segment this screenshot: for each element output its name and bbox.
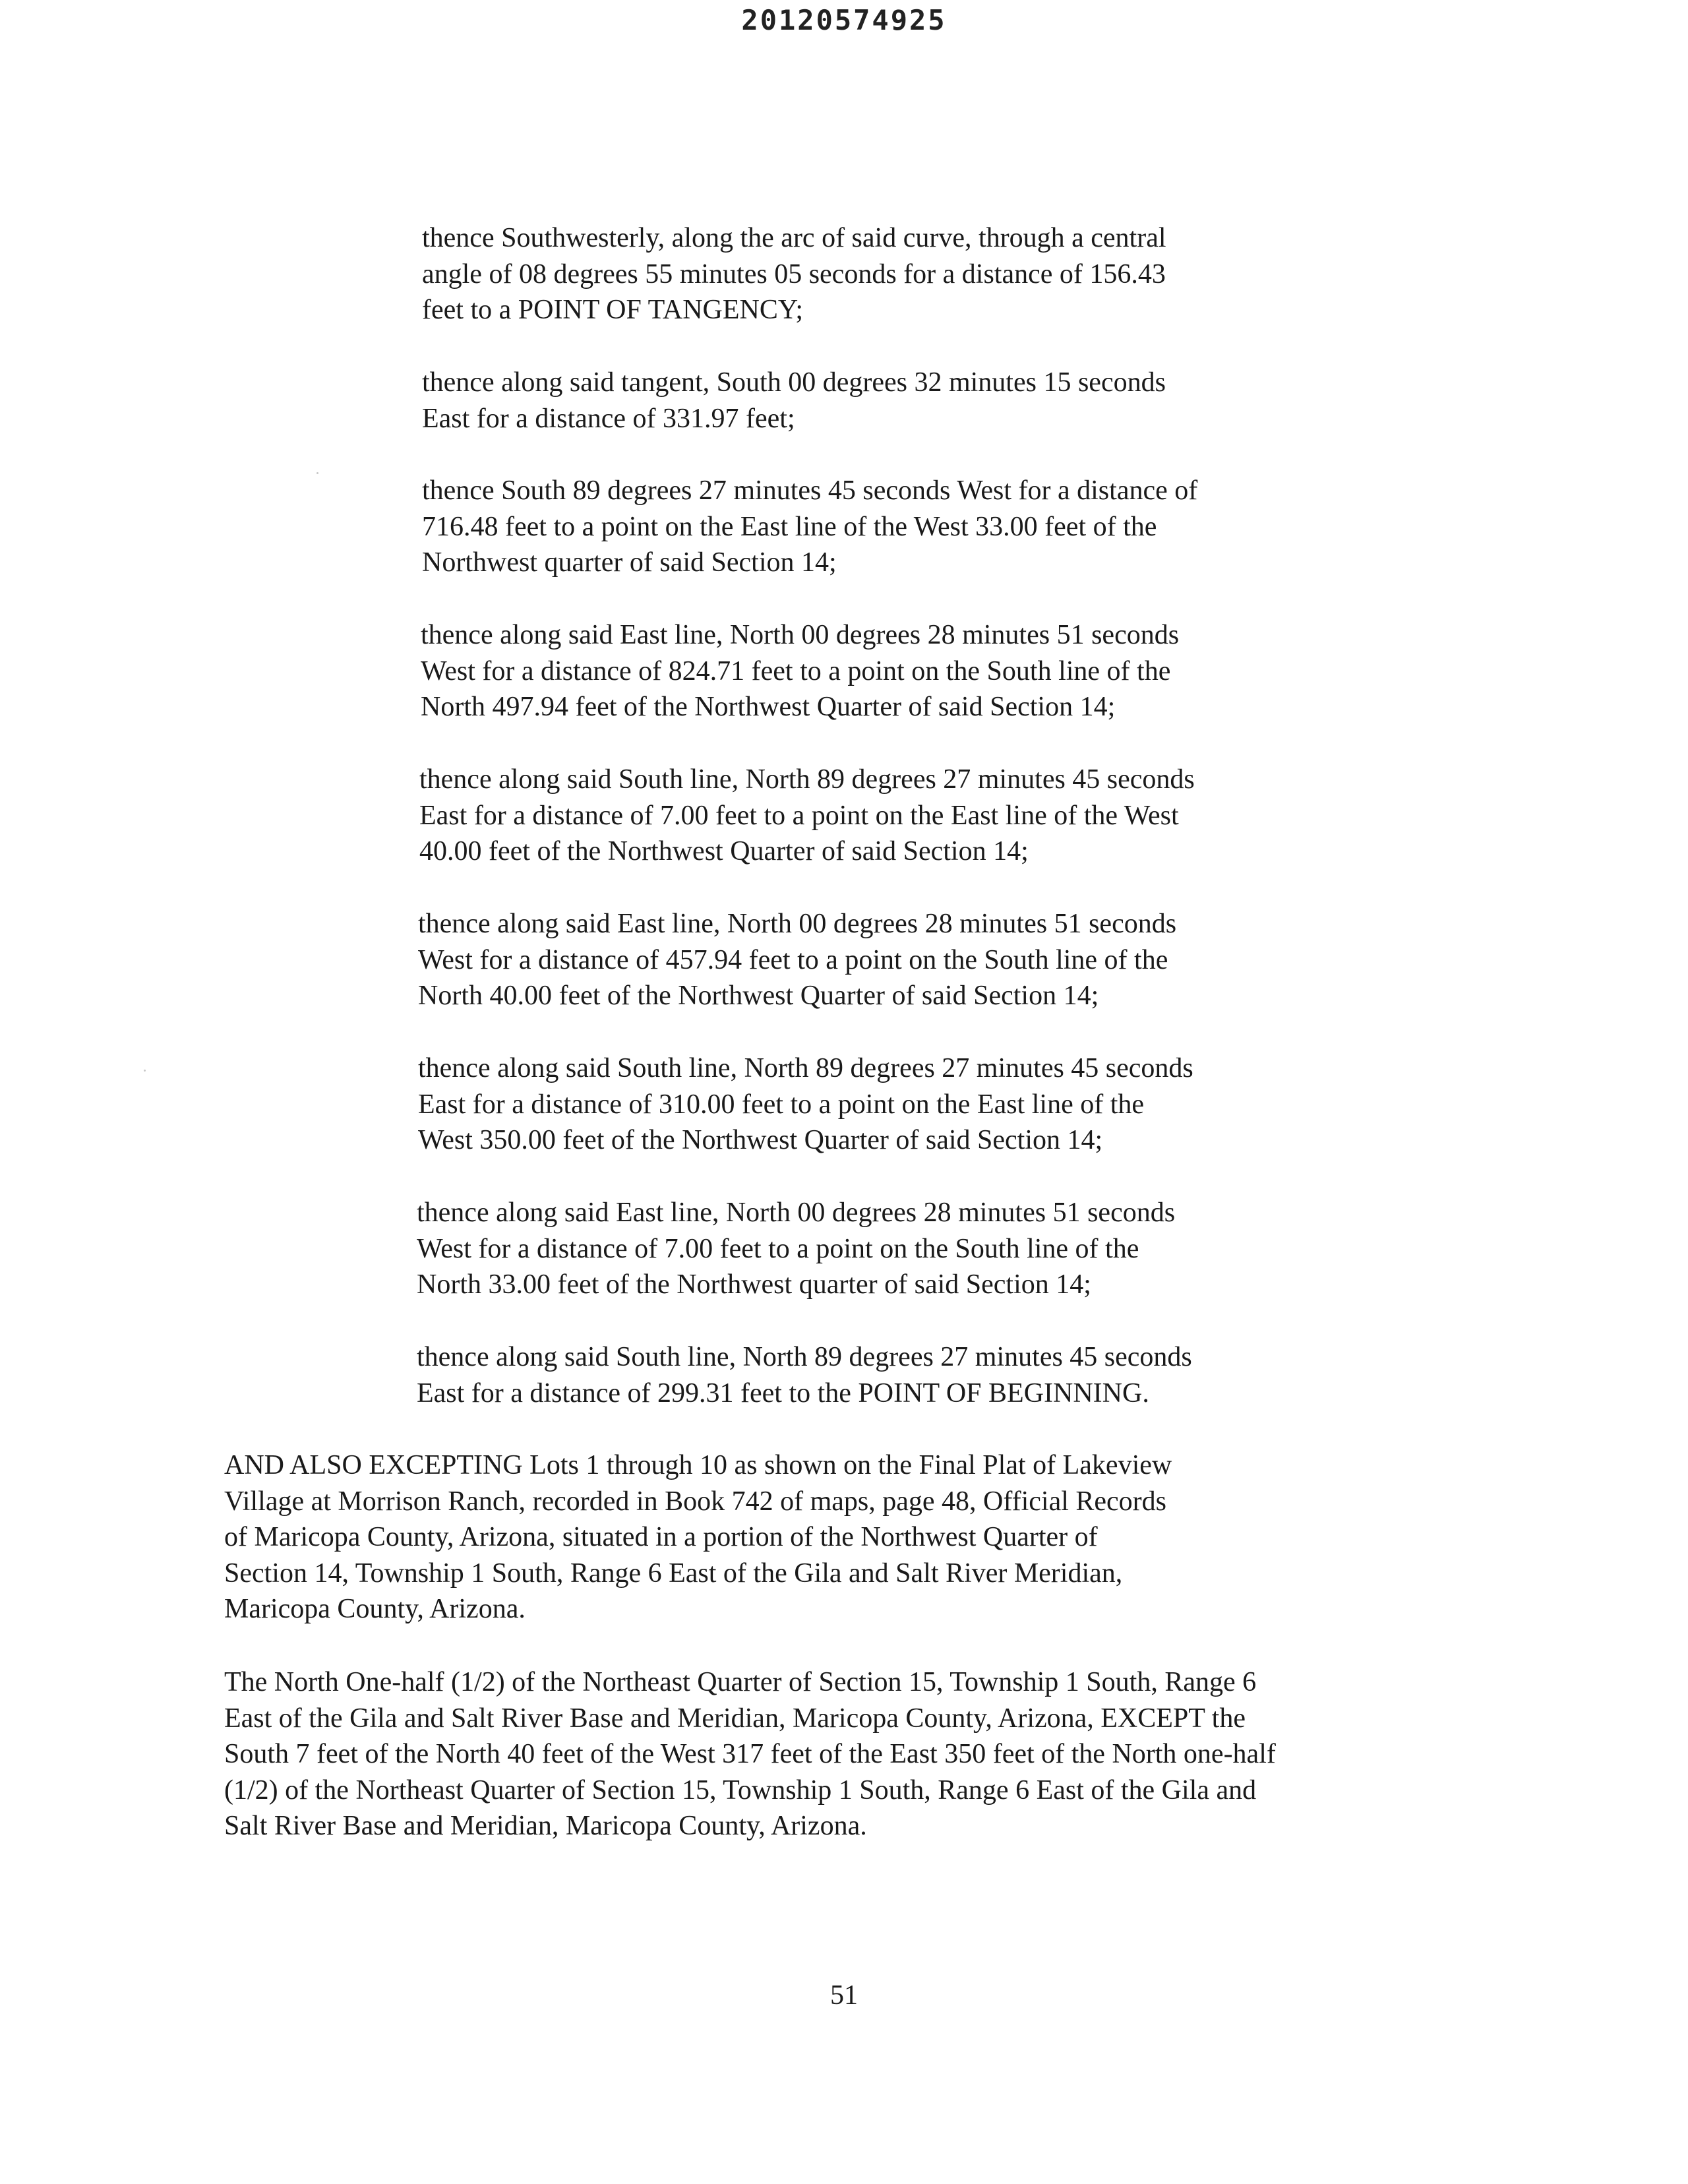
course-paragraph: thence along said South line, North 89 degrees 27 minutes 45 seconds East for a distance of 310.00 feet to a point on the East line of the West 350.00 feet of the Northwest Quarter of said Section 14; xyxy=(418,1053,1193,1155)
scan-speck xyxy=(316,472,318,474)
exception-paragraph: AND ALSO EXCEPTING Lots 1 through 10 as shown on the Final Plat of Lakeview Village at Morrison Ranch, recorded in Book 742 of maps, page 48, Official Records of Maricopa County, Arizona, situated in a portion of the Northwest Quarter of Section 14, Township 1 South, Range 6 East of the Gila and Salt River Meridian, Maricopa County, Arizona. xyxy=(224,1450,1172,1624)
course-paragraph: thence along said East line, North 00 degrees 28 minutes 51 seconds West for a distance of 824.71 feet to a point on the South line of the North 497.94 feet of the Northwest Quarter of said Section 14; xyxy=(421,620,1180,722)
course-paragraph: thence along said East line, North 00 degrees 28 minutes 51 seconds West for a distance of 457.94 feet to a point on the South line of the North 40.00 feet of the Northwest Quarter of said Section 14; xyxy=(418,909,1177,1011)
parcel-description-paragraph: The North One-half (1/2) of the Northeast Quarter of Section 15, Township 1 South, Range 6 East of the Gila and Salt River Base and Meridian, Maricopa County, Arizona, EXCEPT the South 7 feet of the North 40 feet of the West 317 feet of the East 350 feet of the North one-half (1/2) of the Northeast Quarter of Section 15, Township 1 South, Range 6 East of the Gila and Salt River Base and Meridian, Maricopa County, Arizona. xyxy=(224,1667,1276,1841)
course-paragraph: thence along said tangent, South 00 degrees 32 minutes 15 seconds East for a distance of 331.97 feet; xyxy=(422,367,1166,434)
course-paragraph: thence along said South line, North 89 degrees 27 minutes 45 seconds East for a distance of 7.00 feet to a point on the East line of the West 40.00 feet of the Northwest Quarter of said Section 14; xyxy=(419,764,1195,866)
recording-number: 20120574925 xyxy=(741,4,947,36)
scan-speck xyxy=(144,1070,146,1072)
page-number: 51 xyxy=(830,1980,858,2011)
course-paragraph: thence along said East line, North 00 degrees 28 minutes 51 seconds West for a distance of 7.00 feet to a point on the South line of the North 33.00 feet of the Northwest quarter of said Section 14; xyxy=(417,1198,1176,1300)
course-paragraph: thence Southwesterly, along the arc of said curve, through a central angle of 08 degrees 55 minutes 05 seconds for a distance of 156.43 feet to a POINT OF TANGENCY; xyxy=(422,223,1166,325)
course-paragraph: thence along said South line, North 89 degrees 27 minutes 45 seconds East for a distance of 299.31 feet to the POINT OF BEGINNING. xyxy=(417,1342,1192,1409)
course-paragraph: thence South 89 degrees 27 minutes 45 seconds West for a distance of 716.48 feet to a point on the East line of the West 33.00 feet of the Northwest quarter of said Section 14; xyxy=(422,475,1198,578)
